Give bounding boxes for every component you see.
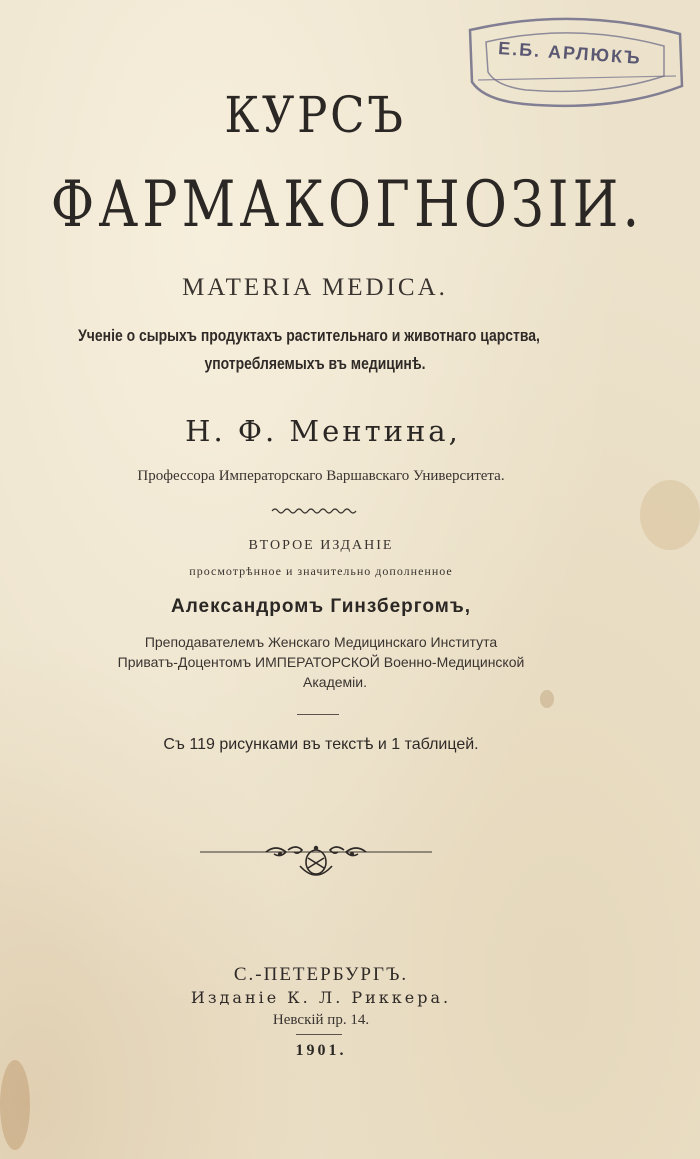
imprint-publisher: Изданіе К. Л. Риккера. — [190, 988, 452, 1007]
edition-note: просмотрѣнное и значительно дополненное — [189, 564, 453, 578]
subtitle: MATERIA MEDICA. — [182, 274, 448, 301]
imprint-city: С.-ПЕТЕРБУРГЪ. — [233, 964, 409, 985]
paper-stain — [0, 1060, 30, 1150]
paper-stain — [640, 480, 700, 550]
short-divider — [297, 714, 339, 715]
ornament-divider — [196, 840, 436, 884]
title-line-2: ФАРМАКОГНОЗІИ. — [50, 168, 644, 242]
paper-stain — [540, 690, 554, 708]
editor-affiliation-2: Приватъ-Доцентомъ ИМПЕРАТОРСКОЙ Военно-Медицинской — [117, 654, 525, 670]
author-name: Н. Ф. Ментина, — [185, 414, 461, 448]
edition-label: ВТОРОЕ ИЗДАНІЕ — [248, 538, 394, 553]
editor-affiliation-1: Преподавателемъ Женскаго Медицинскаго Института — [144, 634, 498, 650]
squiggle-divider — [270, 506, 360, 516]
title-line-1: КУРСЪ — [224, 86, 406, 144]
year-divider — [296, 1034, 342, 1035]
description-line-1: Ученіе о сырыхъ продуктахъ растительнаго и животнаго царства, — [78, 326, 540, 345]
illustrations-note: Съ 119 рисунками въ текстѣ и 1 таблицей. — [163, 736, 479, 753]
editor-name: Александромъ Гинзбергомъ, — [171, 596, 471, 617]
editor-affiliation-3: Академіи. — [303, 674, 367, 690]
author-title: Профессора Императорскаго Варшавскаго Университета. — [137, 468, 505, 484]
description-line-2: употребляемыхъ въ медицинѣ. — [204, 354, 426, 373]
imprint-year: 1901. — [295, 1042, 347, 1059]
stamp-text: Е.Б. АРЛЮКЪ — [497, 38, 643, 68]
imprint-address: Невскій пр. 14. — [272, 1012, 370, 1028]
